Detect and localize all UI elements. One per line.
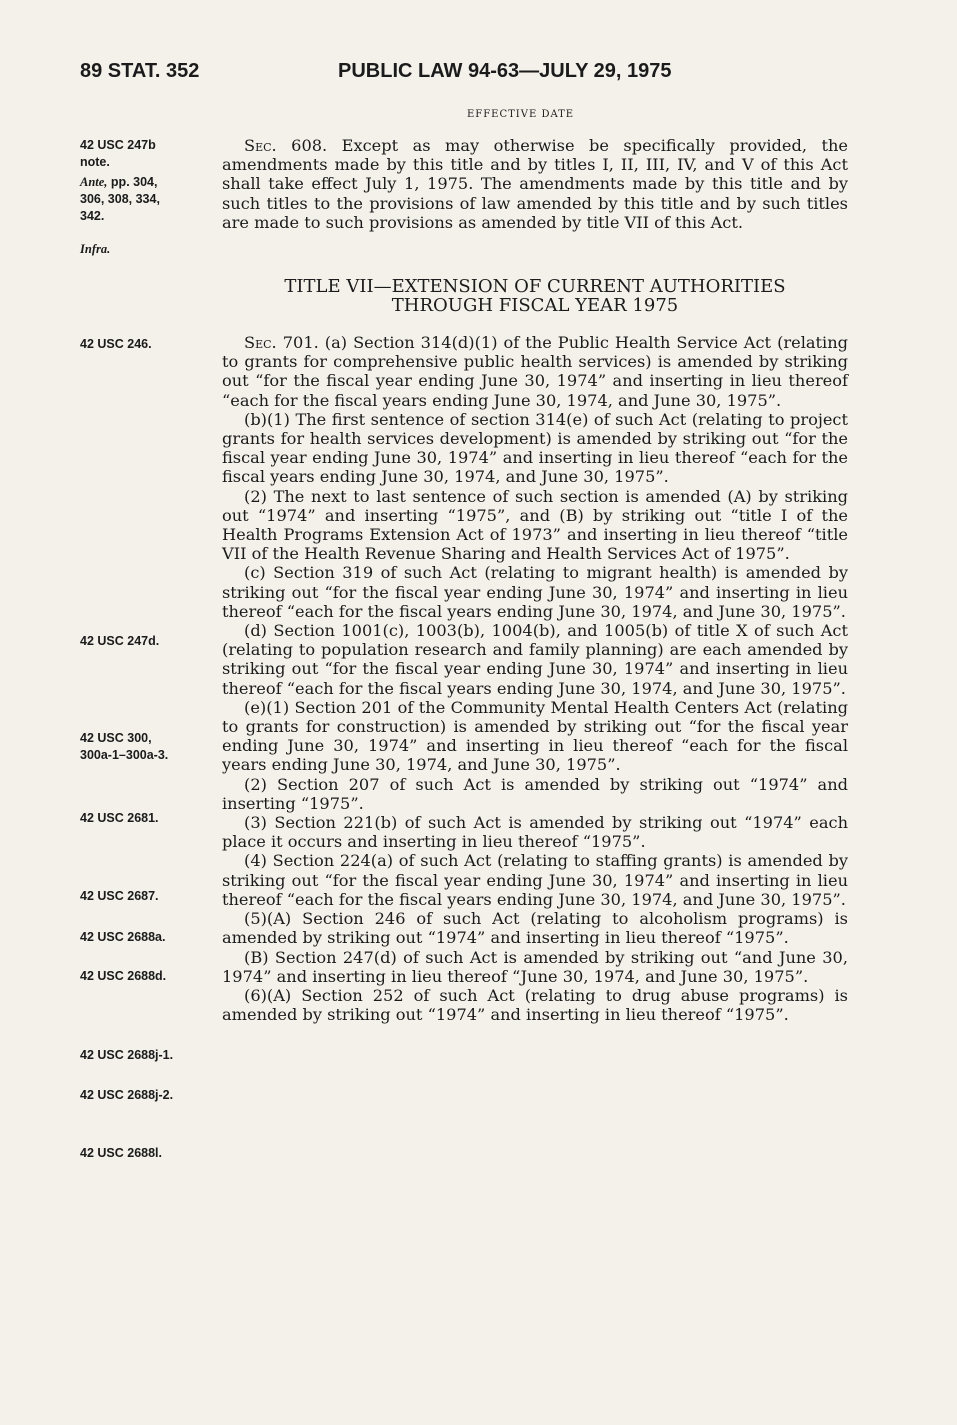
margin-note: 42 USC 2688j-2. (80, 1088, 174, 1102)
margin-note: 42 USC 247b note. (80, 138, 156, 169)
margin-note: 42 USC 2688d. (80, 969, 167, 983)
margin-note: 42 USC 2688l. (80, 1146, 162, 1160)
paragraph: (c) Section 319 of such Act (relating to migrant health) is amended by striking out “for the fiscal year ending June 30, 1974” and inserting in lieu thereof “each for the fiscal years ending June 30, 1974, and June 30, 1975”. (222, 563, 848, 621)
title-heading: TITLE VII—EXTENSION OF CURRENT AUTHORITIES THROUGH FISCAL YEAR 1975 (284, 276, 786, 316)
paragraph: (b)(1) The first sentence of section 314(e) of such Act (relating to project grants for health services development) is amended by striking out “for the fiscal year ending June 30, 1974” and inserting in lieu thereof “each for the fiscal years ending June 30, 1974, and June 30, 1975”. (222, 409, 848, 487)
margin-note: 42 USC 2687. (80, 889, 159, 903)
margin-note: 42 USC 300, 300a-1–300a-3. (80, 731, 169, 762)
margin-note: 42 USC 2688a. (80, 930, 166, 944)
section-701 (222, 333, 848, 1024)
paragraph: (d) Section 1001(c), 1003(b), 1004(b), and 1005(b) of title X of such Act (relating to population research and family planning) are each amended by striking out “for the fiscal year ending June 30, 1974” and inserting in lieu thereof “each for the fiscal years ending June 30, 1974, and June 30, 1975”. (222, 621, 848, 698)
section-heading: EFFECTIVE DATE (467, 109, 575, 120)
margin-note-ante: Ante, pp. 304, 306, 308, 334, 342. (80, 175, 160, 223)
paragraph: (5)(A) Section 246 of such Act (relating to alcoholism programs) is amended by striking out “1974” and inserting in lieu thereof “1975”. (222, 909, 848, 948)
running-head: PUBLIC LAW 94-63—JULY 29, 1975 (338, 60, 672, 82)
paragraph: Sec. 608. Except as may otherwise be specifically provided, the amendments made by this title and by titles I, II, III, IV, and V of this Act shall take effect July 1, 1975. The amendments made by this title and by such titles to the provisions of law amended by this title and by such titles are made to such provisions as amended by title VII of this Act. (222, 136, 848, 232)
margin-note: 42 USC 247d. (80, 634, 160, 648)
margin-note: 42 USC 2688j-1. (80, 1048, 174, 1062)
margin-note: 42 USC 246. (80, 337, 152, 351)
section-608 (222, 136, 848, 232)
margin-note-infra: Infra. (80, 242, 111, 256)
paragraph: (4) Section 224(a) of such Act (relating to staffing grants) is amended by striking out “for the fiscal year ending June 30, 1974” and inserting in lieu thereof “each for the fiscal years ending June 30, 1974, and June 30, 1975”. (222, 851, 848, 909)
paragraph: (2) Section 207 of such Act is amended by striking out “1974” and inserting “1975”. (222, 774, 848, 813)
paragraph: Sec. 701. (a) Section 314(d)(1) of the Public Health Service Act (relating to grants for comprehensive public health services) is amended by striking out “for the fiscal year ending June 30, 1974” and inserting in lieu thereof “each for the fiscal years ending June 30, 1974, and June 30, 1975”. (222, 333, 848, 410)
paragraph: (6)(A) Section 252 of such Act (relating to drug abuse programs) is amended by striking out “1974” and inserting in lieu thereof “1975”. (222, 985, 848, 1025)
paragraph: (2) The next to last sentence of such section is amended (A) by striking out “1974” and inserting “1975”, and (B) by striking out “title I of the Health Programs Extension Act of 1973” and inserting in lieu thereof “title VII of the Health Revenue Sharing and Health Services Act of 1975”. (222, 486, 848, 564)
paragraph: (B) Section 247(d) of such Act is amended by striking out “and June 30, 1974” and inserting in lieu thereof “June 30, 1974, and June 30, 1975”. (222, 947, 848, 986)
paragraph: (3) Section 221(b) of such Act is amended by striking out “1974” each place it occurs and inserting in lieu thereof “1975”. (222, 813, 848, 852)
paragraph: (e)(1) Section 201 of the Community Mental Health Centers Act (relating to grants for construction) is amended by striking out “for the fiscal year ending June 30, 1974” and inserting in lieu thereof “each for the fiscal years ending June 30, 1974, and June 30, 1975”. (222, 697, 848, 775)
stat-page-number: 89 STAT. 352 (80, 60, 200, 82)
margin-note: 42 USC 2681. (80, 811, 159, 825)
